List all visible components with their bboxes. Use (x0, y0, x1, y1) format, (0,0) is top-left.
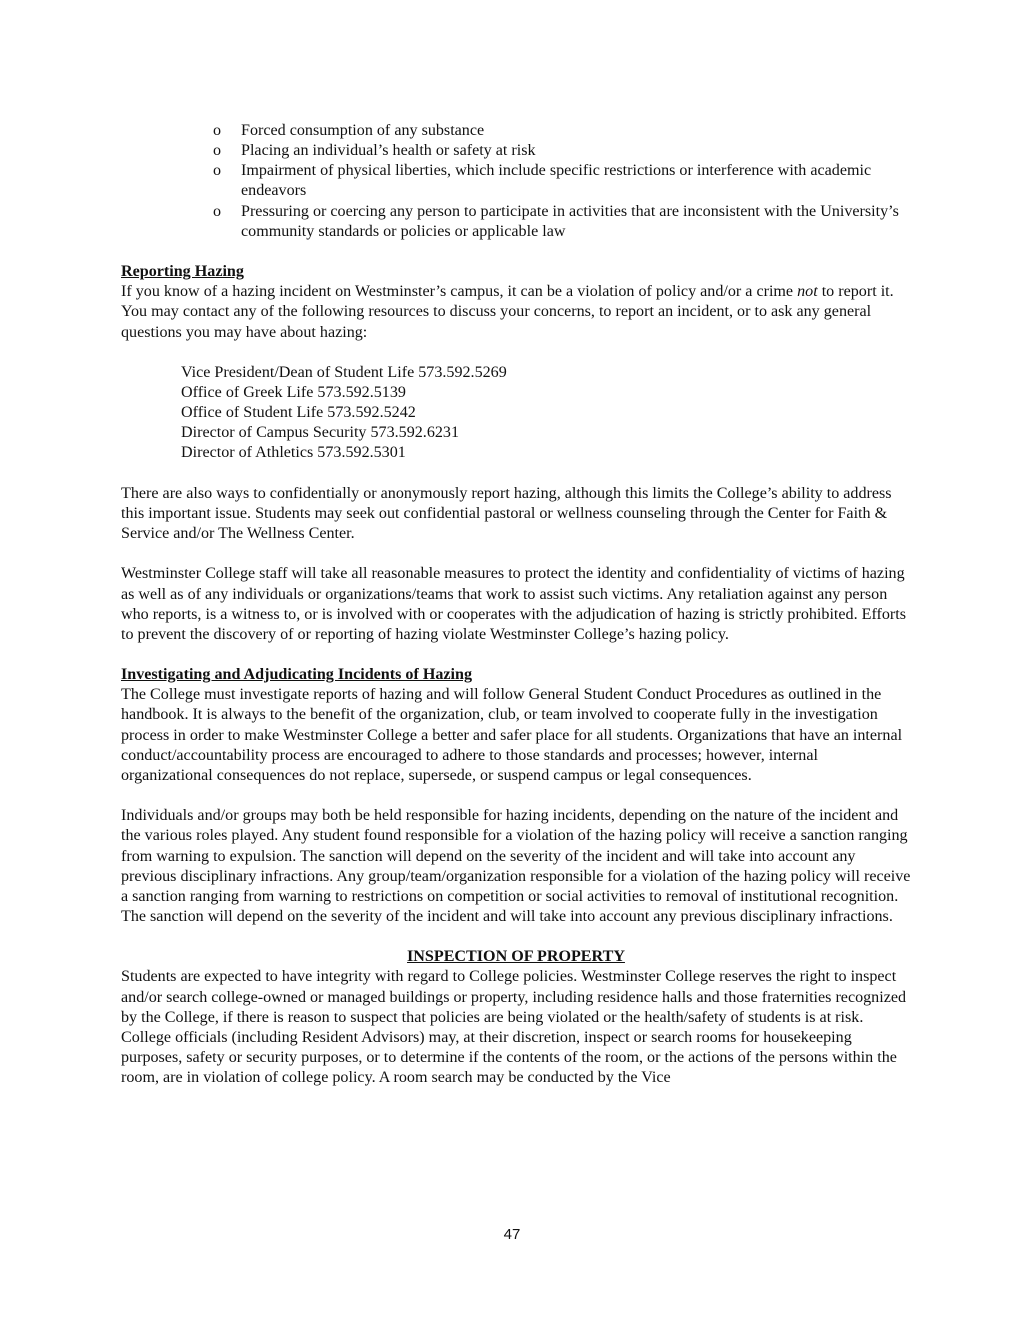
document-page (121, 121, 911, 1088)
page-number: 47 (503, 1226, 521, 1243)
confidential-reporting-paragraph: There are also ways to confidentially or anonymously report hazing, although this limits the College’s ability to address this important issue. Students may seek out confidential pastoral or wellness counseling through the Center for Faith & Service and/or The Wellness Center. (121, 484, 892, 543)
reporting-intro-text: If you know of a hazing incident on Westminster’s campus, it can be a violation of policy and/or a crime (121, 283, 798, 301)
list-item-text: Forced consumption of any substance (241, 122, 485, 139)
list-item (213, 202, 911, 242)
list-item (213, 121, 911, 141)
investigation-paragraph: The College must investigate reports of hazing and will follow General Student Conduct Procedures as outlined in the handbook. It is always to the benefit of the organization, club, or team involved to cooperate fully in the investigation process in order to make Westminster College a better and safer place for all students. Organizations that have an internal conduct/accountability process are encouraged to adhere to those standards and processes; however, internal organizational consequences do not replace, supersede, or suspend campus or legal consequences. (121, 686, 903, 784)
spacer (121, 927, 911, 947)
contact-item: Director of Campus Security 573.592.6231 (181, 424, 460, 442)
spacer (121, 786, 911, 806)
spacer (121, 343, 911, 363)
contact-item: Office of Student Life 573.592.5242 (181, 404, 416, 422)
list-item (213, 141, 911, 161)
list-item (213, 161, 911, 201)
bullet-marker: o (213, 202, 222, 220)
list-item-text: Placing an individual’s health or safety at risk (241, 142, 536, 160)
contact-item: Vice President/Dean of Student Life 573.592.5269 (181, 363, 507, 381)
inspection-paragraph: Students are expected to have integrity with regard to College policies. Westminster College reserves the right to inspect and/or search college-owned or managed buildings or property, including residence halls and those fraternities recognized by the College, if there is reason to suspect that policies are being violated or the health/safety of students is at risk. College officials (including Resident Advisors) may, at their discretion, inspect or search rooms for housekeeping purposes, safety or security purposes, or to determine if the contents of the room, or the actions of the persons within the room, are in violation of college policy. A room search may be conducted by the Vice (121, 968, 907, 1087)
sanctions-paragraph: Individuals and/or groups may both be held responsible for hazing incidents, depending on the nature of the incident and the various roles played. Any student found responsible for a violation of the hazing policy will receive a sanction ranging from warning to expulsion. The sanction will depend on the severity of the incident and will take into account any previous disciplinary infractions. Any group/team/organization responsible for a violation of the hazing policy will receive a sanction ranging from warning to restrictions on competition or social activities to removal of institutional recognition. The sanction will depend on the severity of the incident and will take into account any previous disciplinary infractions. (121, 807, 911, 925)
list-item-text: Pressuring or coercing any person to participate in activities that are inconsistent with the University’s community standards or policies or applicable law (241, 202, 899, 240)
spacer (121, 242, 911, 262)
reporting-intro-text-continued: to report it. You may contact any of the following resources to discuss your concerns, to report an incident, or to ask any general questions you may have about hazing: (121, 283, 894, 341)
list-item-text: Impairment of physical liberties, which include specific restrictions or interference with academic endeavors (241, 162, 872, 200)
contact-item: Director of Athletics 573.592.5301 (181, 444, 406, 462)
victim-protection-paragraph: Westminster College staff will take all reasonable measures to protect the identity and confidentiality of victims of hazing as well as of any individuals or organizations/teams that work to assist such victims. Any retaliation against any person who reports, is a witness to, or is involved with or cooperates with the adjudication of hazing is strictly prohibited. Efforts to prevent the discovery of or reporting of hazing violate Westminster College’s hazing policy. (121, 565, 907, 643)
reporting-intro-paragraph (121, 282, 911, 342)
spacer (121, 464, 911, 484)
bullet-marker: o (213, 142, 222, 160)
inspection-of-property-heading: INSPECTION OF PROPERTY (407, 948, 625, 966)
contact-item: Office of Greek Life 573.592.5139 (181, 384, 406, 401)
contact-list (121, 363, 911, 464)
investigating-heading: Investigating and Adjudicating Incidents of Hazing (121, 666, 472, 684)
reporting-intro-emphasis: not (797, 283, 818, 301)
bullet-marker: o (213, 122, 222, 139)
bullet-marker: o (213, 162, 222, 180)
spacer (121, 544, 911, 564)
reporting-hazing-heading: Reporting Hazing (121, 263, 244, 281)
hazing-examples-list (121, 121, 911, 242)
spacer (121, 645, 911, 665)
